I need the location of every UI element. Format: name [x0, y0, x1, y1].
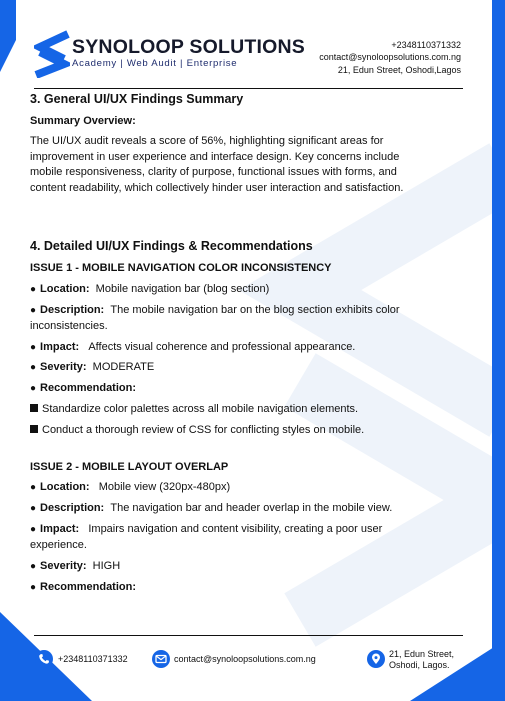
issue-1-description: ● Description: The mobile navigation bar on the blog section exhibits color inconsistencies.	[30, 304, 400, 332]
issue-1-severity: ● Severity: MODERATE	[30, 361, 155, 373]
bullet-icon: ●	[30, 284, 37, 295]
synoloop-s-logo	[34, 28, 70, 78]
location-pin-icon	[367, 650, 385, 668]
issue-1-recommendation-label: ● Recommendation:	[30, 382, 137, 394]
issue-1-impact: ● Impact: Affects visual coherence and professional appearance.	[30, 341, 356, 353]
square-bullet-icon	[30, 404, 38, 412]
bullet-icon: ●	[30, 383, 37, 394]
summary-line: content readability, which collectively hinder user interaction and satisfaction.	[30, 181, 404, 194]
header-email: contact@synoloopsolutions.com.ng	[319, 52, 461, 63]
section-3-title: 3. General UI/UX Findings Summary	[30, 92, 244, 106]
summary-line: The UI/UX audit reveals a score of 56%, highlighting significant areas for	[30, 135, 384, 147]
phone-icon	[35, 650, 53, 668]
bullet-icon: ●	[30, 305, 37, 316]
bullet-icon: ●	[30, 582, 37, 593]
footer-divider	[34, 635, 463, 636]
header-phone: +2348110371332	[391, 40, 461, 50]
bullet-icon: ●	[30, 561, 37, 572]
issue-2-description: ● Description: The navigation bar and header overlap in the mobile view.	[30, 502, 393, 514]
header-contact	[319, 39, 461, 76]
issue-2-location: ● Location: Mobile view (320px-480px)	[30, 481, 231, 493]
summary-line: mobile responsiveness, clarity of purpose, functional issues with forms, and	[30, 166, 397, 179]
email-icon	[152, 650, 170, 668]
summary-line: improvement in user experience and interface design. Key concerns include	[30, 150, 400, 163]
issue-1-location: ● Location: Mobile navigation bar (blog section)	[30, 283, 270, 295]
bullet-icon: ●	[30, 524, 37, 535]
header-divider	[34, 88, 463, 89]
issue-2-severity: ● Severity: HIGH	[30, 560, 121, 572]
issue-1-recommendation: Conduct a thorough review of CSS for conflicting styles on mobile.	[30, 423, 470, 439]
brand-name: SYNOLOOP SOLUTIONS	[72, 36, 305, 58]
issue-2-title: ISSUE 2 - MOBILE LAYOUT OVERLAP	[30, 461, 229, 473]
section-4-title: 4. Detailed UI/UX Findings & Recommendations	[30, 239, 313, 253]
header-address: 21, Edun Street, Oshodi,Lagos	[337, 64, 461, 75]
bullet-icon: ●	[30, 482, 37, 493]
footer-phone[interactable]: +2348110371332	[58, 654, 128, 664]
issue-1-recommendation: Standardize color palettes across all mobile navigation elements.	[30, 402, 470, 418]
footer-address: 21, Edun Street, Oshodi, Lagos.	[389, 649, 455, 670]
bullet-icon: ●	[30, 362, 37, 373]
brand-tagline: Academy | Web Audit | Enterprise	[72, 58, 238, 69]
summary-paragraph	[30, 134, 470, 196]
bullet-icon: ●	[30, 503, 37, 514]
footer-email[interactable]: contact@synoloopsolutions.com.ng	[174, 654, 316, 664]
issue-2-recommendation-label: ● Recommendation:	[30, 581, 137, 593]
issue-1-title: ISSUE 1 - MOBILE NAVIGATION COLOR INCONSISTENCY	[30, 262, 332, 274]
bullet-icon: ●	[30, 342, 37, 353]
issue-2-impact: ● Impact: Impairs navigation and content visibility, creating a poor user experience.	[30, 523, 383, 551]
summary-overview-heading: Summary Overview:	[30, 115, 136, 127]
square-bullet-icon	[30, 425, 38, 433]
